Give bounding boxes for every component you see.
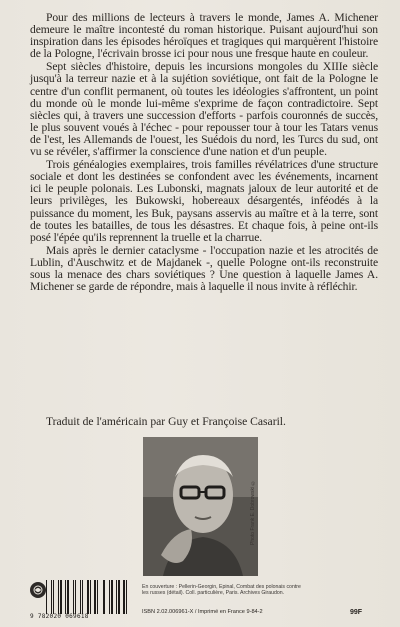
barcode-bar bbox=[48, 580, 50, 614]
barcode-bar bbox=[58, 580, 59, 614]
barcode-bar bbox=[80, 580, 81, 614]
barcode-bar bbox=[126, 580, 127, 614]
barcode-bar bbox=[104, 580, 105, 614]
barcode-bar bbox=[77, 580, 79, 614]
barcode-bar bbox=[109, 580, 110, 614]
barcode-number: 9 782020 069618 bbox=[30, 613, 89, 620]
photo-credit: Photo Frank E. Dobrowski © bbox=[250, 479, 256, 545]
blurb-paragraph-4: Mais après le dernier cataclysme - l'occupation nazie et les atrocités de Lublin, d'Auschwitz et de Majdanek -, quelle Pologne ont-ils reconstruite sous la menace des chars soviétiques ? Une question à laquelle James A. Michener se garde de répondre, mais à laquelle il nous invite à réfléchir. bbox=[30, 243, 378, 294]
barcode-bar bbox=[90, 580, 91, 614]
translator-credit: Traduit de l'américain par Guy et Françoise Casaril. bbox=[46, 415, 286, 428]
barcode-bar bbox=[121, 580, 122, 614]
barcode-bar bbox=[111, 580, 113, 614]
blurb-paragraph-3: Trois généalogies exemplaires, trois familles révélatrices d'une structure sociale et dont les destinées se confondent avec les événements, incarnent ici le peuple polonais. Les Lubonski, magnats jaloux de leur autorité et de leurs privilèges, les Bukowski, hobereaux désargentés, inféodés à la puissance du moment, les Buk, paysans asservis au maître et à la terre, sont de toutes les batailles, de tous les désastres. Et chaque fois, à peine ont-ils posé l'épée qu'ils reprennent la truelle et la charrue. bbox=[30, 158, 378, 244]
cover-illustration-note: En couverture : Pellerin-Georgin, Epinal, Combat des polonais contre les russes (détail). Coll. particulière, Paris. Archives Giraudon. bbox=[142, 584, 301, 596]
barcode-bar bbox=[75, 580, 76, 614]
barcode bbox=[46, 580, 128, 614]
barcode-bar bbox=[114, 580, 115, 614]
blurb-text bbox=[30, 12, 378, 293]
barcode-bar bbox=[84, 580, 87, 614]
isbn-line: ISBN 2.02.006961-X / Imprimé en France 9-84-2 bbox=[142, 609, 263, 615]
barcode-bar bbox=[60, 580, 62, 614]
barcode-bar bbox=[70, 580, 73, 614]
barcode-bar bbox=[73, 580, 74, 614]
blurb-paragraph-1: Pour des millions de lecteurs à travers le monde, James A. Michener demeure le maître incontesté du roman historique. Puisant aujourd'hui son inspiration dans les épisodes héroïques et tragiques qui marquèrent l'histoire de la Pologne, l'écrivain brosse ici pour nous une fresque haute en couleur. bbox=[30, 11, 378, 61]
barcode-bar bbox=[116, 580, 117, 614]
barcode-bar bbox=[67, 580, 69, 614]
price: 99F bbox=[350, 609, 363, 616]
barcode-bar bbox=[92, 580, 93, 614]
barcode-bar bbox=[97, 580, 98, 614]
barcode-bar bbox=[65, 580, 66, 614]
barcode-bar bbox=[94, 580, 96, 614]
barcode-bar bbox=[99, 580, 102, 614]
barcode-bar bbox=[118, 580, 121, 614]
barcode-bar bbox=[46, 580, 47, 614]
author-photo bbox=[143, 437, 258, 576]
author-portrait-icon bbox=[143, 437, 258, 576]
blurb-paragraph-2: Sept siècles d'histoire, depuis les incursions mongoles du XIIIe siècle jusqu'à la terreur nazie et à la sujétion soviétique, ont fait de la Pologne le centre d'un conflit permanent, où toutes les idéologies s'affrontent, un point du monde où le monde lui-même s'exprime de façon contradictoire. Sept siècles qui, à travers une succession d'efforts - parfois couronnés de succès, le plus souvent voués à l'échec - pour repousser tour à tour les Tatars venus de l'est, les Allemands de l'ouest, les Suédois du nord, les Turcs du sud, ont vu se révéler, s'affirmer la conscience d'une nation et d'un peuple. bbox=[30, 60, 378, 159]
barcode-bar bbox=[53, 580, 54, 614]
barcode-bar bbox=[87, 580, 89, 614]
barcode-bar bbox=[55, 580, 58, 614]
barcode-bar bbox=[106, 580, 108, 614]
barcode-bar bbox=[63, 580, 64, 614]
barcode-bar bbox=[123, 580, 125, 614]
barcode-bar bbox=[82, 580, 83, 614]
barcode-bar bbox=[103, 580, 104, 614]
publisher-logo-icon bbox=[30, 582, 46, 598]
barcode-bar bbox=[51, 580, 52, 614]
